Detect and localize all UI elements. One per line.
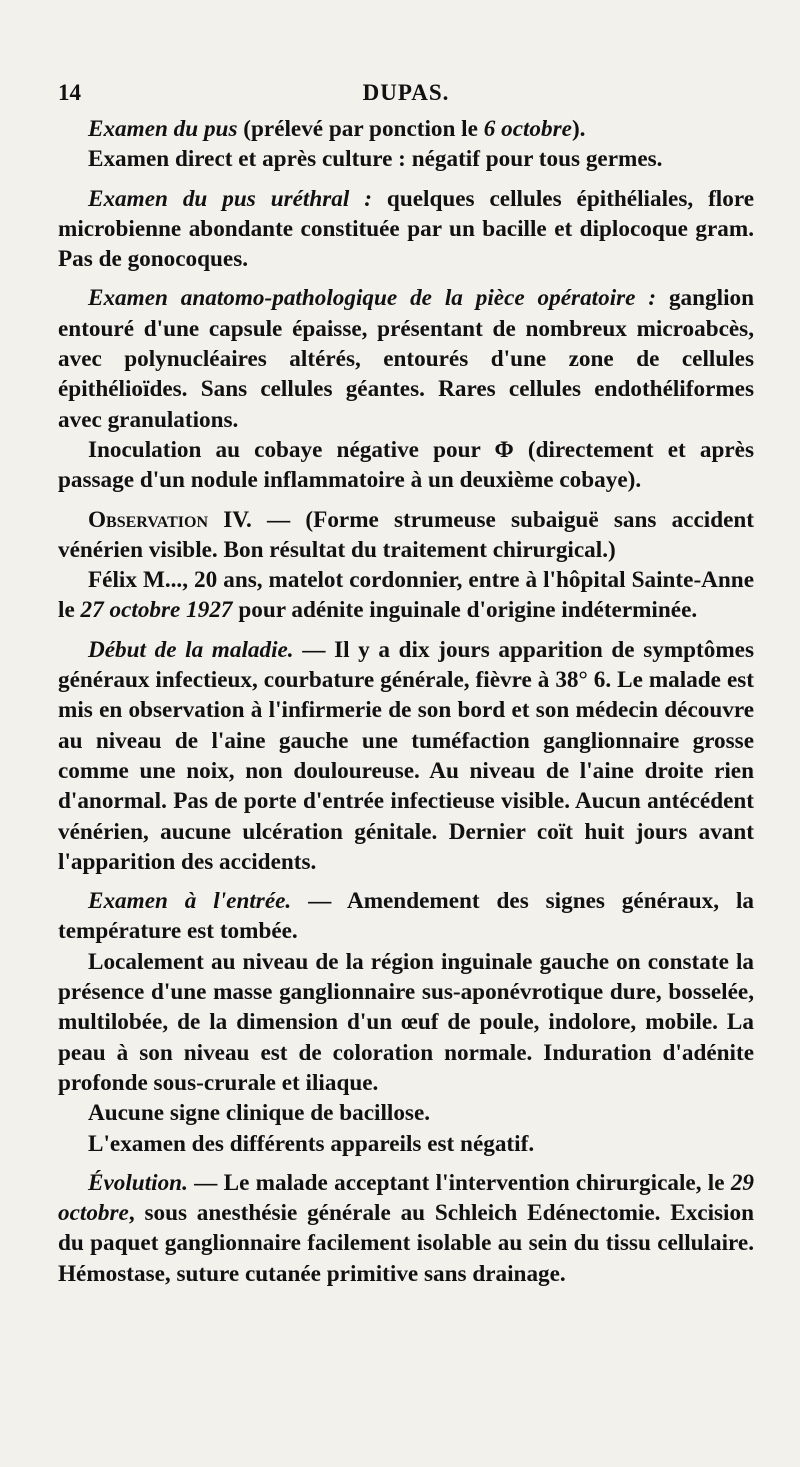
paragraph-urethral-pus: Examen du pus uréthral : quelques cellules épithéliales, flore microbienne abondante constituée par un bacille et diplocoque gram. Pas de gonocoques. bbox=[58, 185, 754, 273]
observation-label: Observation IV. bbox=[88, 506, 252, 533]
paragraph-disease-onset: Début de la maladie. — Il y a dix jours apparition de symptômes généraux infectieux, courbature générale, fièvre à 38° 6. Le malade est mis en observation à l'infirmerie de son bord et son médecin découvre au niveau de l'aine gauche une tuméfaction ganglionnaire grosse comme une noix, non douloureuse. Au niveau de l'aine droite rien d'anormal. Pas de porte d'entrée infectieuse visible. Aucun antécédent vénérien, aucune ulcération génitale. Dernier coït huit jours avant l'apparition des accidents. bbox=[58, 636, 754, 875]
paragraph-evolution: Évolution. — Le malade acceptant l'intervention chirurgicale, le 29 octobre, sous anesthésie générale au Schleich Edénectomie. Excision du paquet ganglionnaire facilement isolable au sein du tissu cellulaire. Hémostase, suture cutanée primitive sans drainage. bbox=[58, 1169, 754, 1287]
section-lead: Examen du pus bbox=[88, 116, 238, 142]
section-lead: Examen du pus uréthral : bbox=[88, 185, 372, 212]
paragraph-local-findings: Localement au niveau de la région inguinale gauche on constate la présence d'une masse ganglionnaire sus-aponévrotique dure, bosselée, multilobée, de la dimension d'un œuf de poule, indolore, mobile. La peau à son niveau est de coloration normale. Induration d'adénite profonde sous-crurale et iliaque. bbox=[58, 948, 754, 1096]
section-lead: Examen à l'entrée. bbox=[88, 888, 292, 915]
running-title: DUPAS. bbox=[362, 80, 450, 105]
section-lead: Examen anatomo-pathologique de la pièce opératoire : bbox=[88, 285, 657, 312]
paragraph-systems-exam: L'examen des différents appareils est négatif. bbox=[88, 1130, 535, 1157]
section-lead: Évolution. bbox=[88, 1169, 188, 1196]
paragraph-pus-exam: Examen du pus (prélevé par ponction le 6 octobre). bbox=[88, 116, 586, 142]
page-header bbox=[58, 80, 754, 114]
paragraph-patient: Félix M..., 20 ans, matelot cordonnier, entre à l'hôpital Sainte-Anne le 27 octobre 1927 pour adénite inguinale d'origine indéterminée. bbox=[58, 567, 754, 624]
section-lead: Début de la maladie. bbox=[88, 636, 294, 663]
paragraph-anatomo-pathology: Examen anatomo-pathologique de la pièce opératoire : ganglion entouré d'une capsule épaisse, présentant de nombreux microabcès, avec polynucléaires altérés, entourés d'une zone de cellules épithélioïdes. Sans cellules géantes. Rares cellules endothéliformes avec granulations. bbox=[58, 285, 754, 433]
page-number: 14 bbox=[58, 80, 81, 105]
paragraph-inoculation: Inoculation au cobaye négative pour Φ (directement et après passage d'un nodule inflammatoire à un deuxième cobaye). bbox=[58, 436, 754, 494]
paragraph-observation-heading: Observation IV. — (Forme strumeuse subaiguë sans accident vénérien visible. Bon résultat du traitement chirurgical.) bbox=[58, 506, 754, 563]
paragraph-culture: Examen direct et après culture : négatif pour tous germes. bbox=[88, 146, 663, 173]
paragraph-admission-exam: Examen à l'entrée. — Amendement des signes généraux, la température est tombée. bbox=[58, 888, 754, 945]
paragraph-bacillosis: Aucune signe clinique de bacillose. bbox=[88, 1100, 431, 1127]
